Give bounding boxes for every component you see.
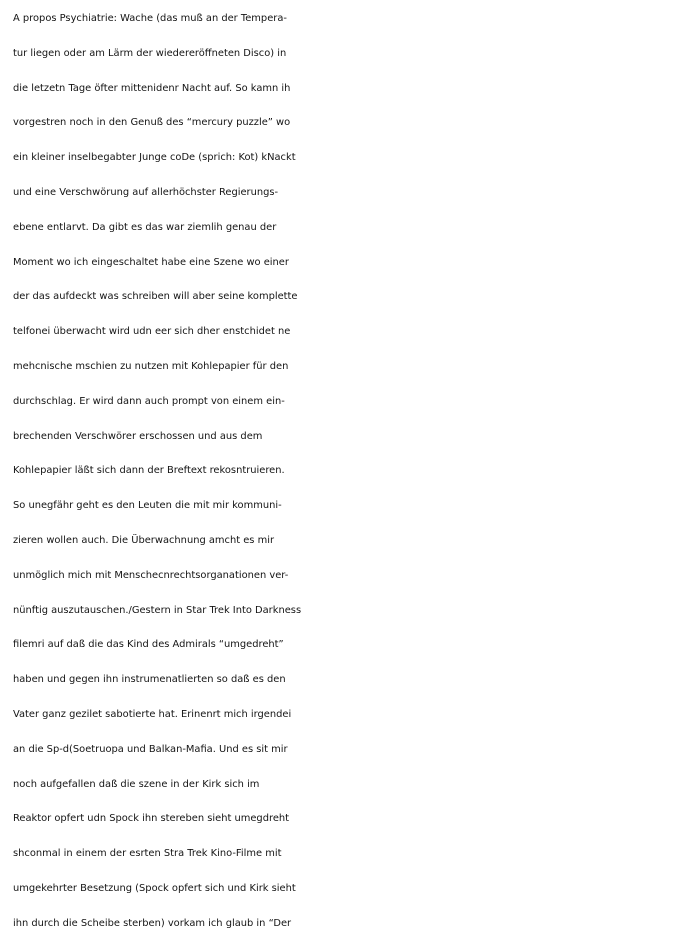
text-line-15: So unegfähr geht es den Leuten die mit mir kommuni- [13,500,282,512]
text-line-3: die letzetn Tage öfter mittenidenr Nacht auf. So kamn ih [13,82,291,94]
text-line-9: der das aufdeckt was schreiben will aber seine komplette [13,291,298,303]
text-line-19: filemri auf daß die das Kind des Admirals “umgedreht” [13,639,284,651]
text-line-8: Moment wo ich eingeschaltet habe eine Szene wo einer [13,256,289,268]
text-line-16: zieren wollen auch. Die Überwachnung amcht es mir [13,534,275,546]
text-line-22: an die Sp-d(Soetruopa und Balkan-Mafia. Und es sit mir [13,743,288,755]
text-line-5: ein kleiner inselbegabter Junge coDe (sprich: Kot) kNackt [13,152,296,164]
document-page [13,0,684,940]
text-line-27: ihn durch die Scheibe sterben) vorkam ich glaub in “Der [13,917,292,929]
text-line-20: haben und gegen ihn instrumenatlierten so daß es den [13,674,286,686]
text-line-26: umgekehrter Besetzung (Spock opfert sich und Kirk sieht [13,882,296,894]
text-line-14: Kohlepapier läßt sich dann der Breftext rekosntruieren. [13,465,285,477]
text-line-12: durchschlag. Er wird dann auch prompt von einem ein- [13,395,285,407]
text-line-6: und eine Verschwörung auf allerhöchster Regierungs- [13,186,279,198]
text-line-11: mehcnische mschien zu nutzen mit Kohlepapier für den [13,360,289,372]
text-line-25: shconmal in einem der esrten Stra Trek Kino-Filme mit [13,848,282,860]
text-line-1: A propos Psychiatrie: Wache (das muß an der Tempera- [13,13,287,24]
text-line-4: vorgestren noch in den Genuß des “mercury puzzle” wo [13,117,291,129]
text-line-24: Reaktor opfert udn Spock ihn stereben sieht umegdreht [13,813,290,825]
text-line-21: Vater ganz gezilet sabotierte hat. Erinenrt mich irgendei [13,708,292,720]
text-line-2: tur liegen oder am Lärm der wiedereröffneten Disco) in [13,47,287,59]
text-line-18: nünftig auszutauschen./Gestern in Star Trek Into Darkness [13,604,302,616]
text-line-7: ebene entlarvt. Da gibt es das war ziemlih genau der [13,221,277,233]
text-line-17: unmöglich mich mit Menschecnrechtsorganationen ver- [13,569,289,581]
text-line-10: telfonei überwacht wird udn eer sich dher enstchidet ne [13,326,291,338]
text-line-13: brechenden Verschwörer erschossen und aus dem [13,430,263,442]
text-line-23: noch aufgefallen daß die szene in der Kirk sich im [13,778,260,790]
